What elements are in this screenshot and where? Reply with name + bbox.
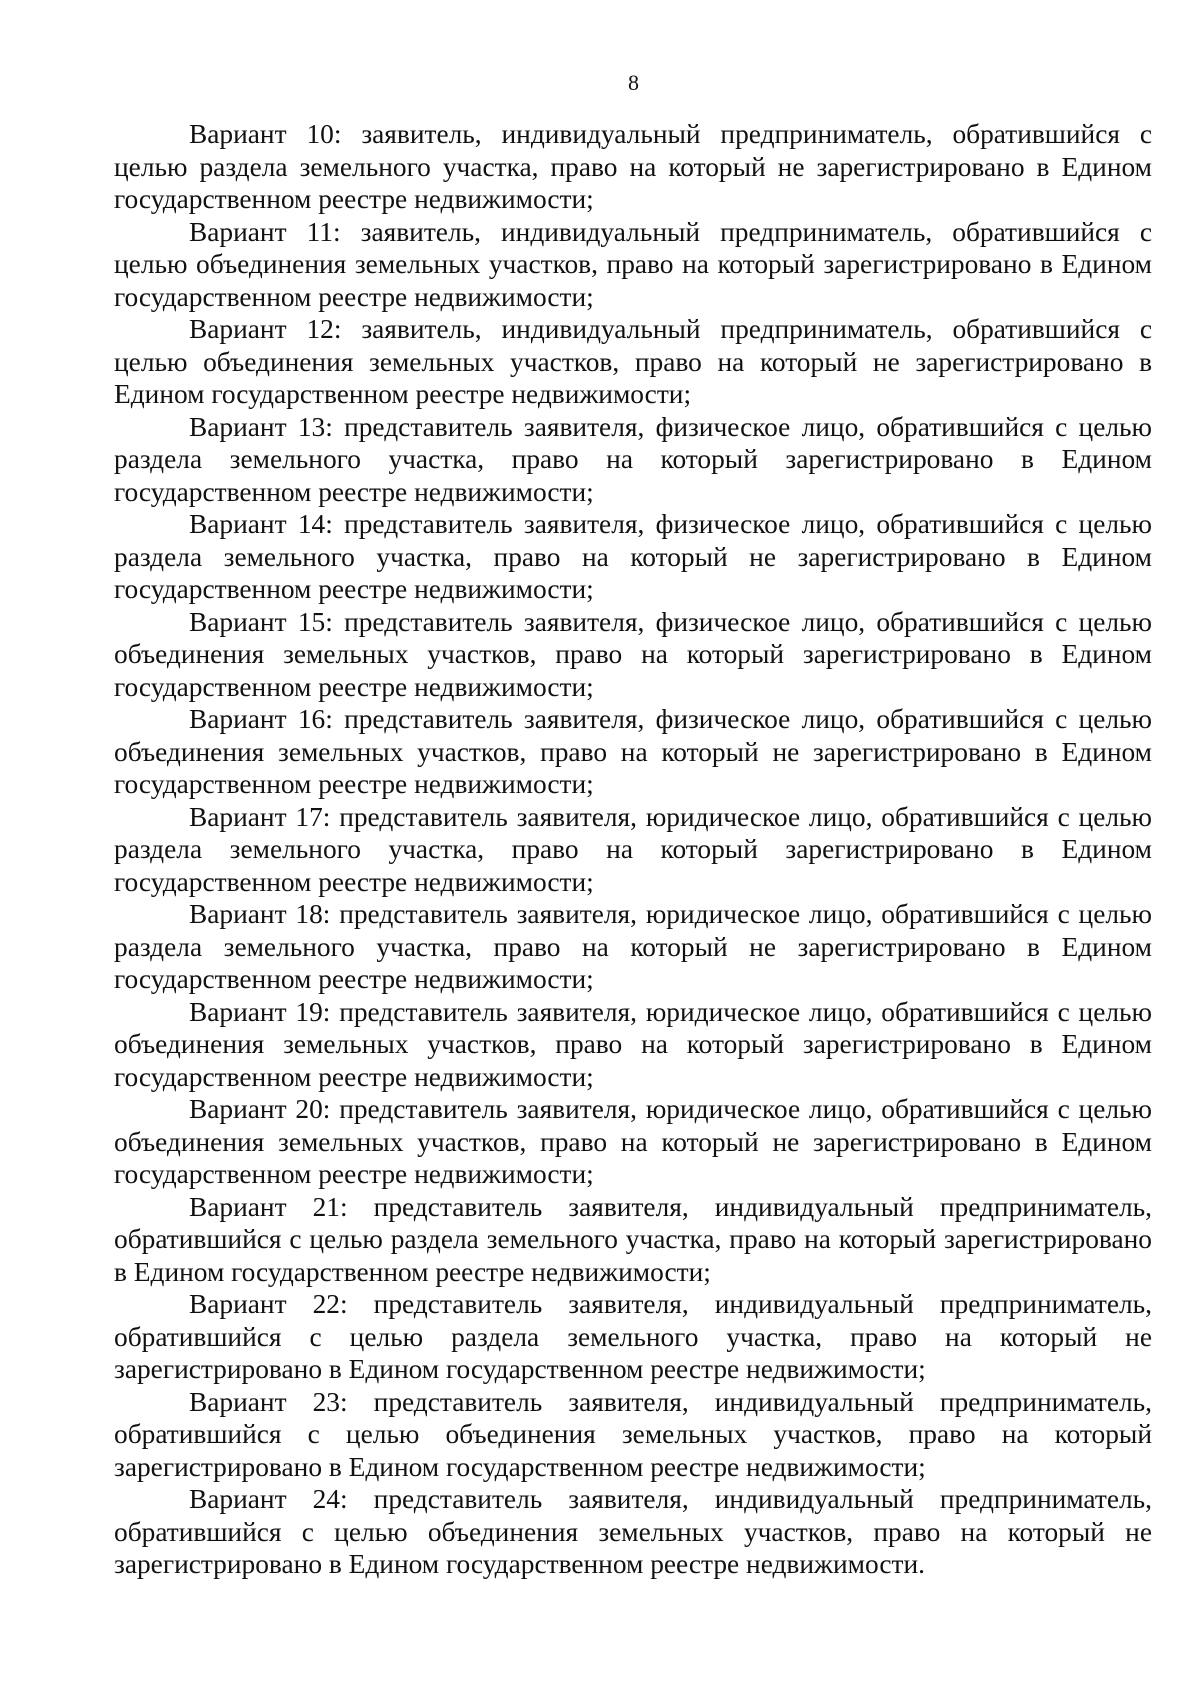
variant-paragraph-14: Вариант 14: представитель заявителя, физическое лицо, обратившийся с целью раздела земельного участка, право на который не зарегистрировано в Едином государственном реестре недвижимости;	[114, 509, 1152, 604]
variant-paragraph-22: Вариант 22: представитель заявителя, индивидуальный предприниматель, обратившийся с целью раздела земельного участка, право на который не зарегистрировано в Едином государственном реестре недвижимости;	[114, 1289, 1152, 1384]
variant-paragraph-19: Вариант 19: представитель заявителя, юридическое лицо, обратившийся с целью объединения земельных участков, право на который зарегистрировано в Едином государственном реестре недвижимости;	[114, 996, 1152, 1092]
variant-paragraph-15: Вариант 15: представитель заявителя, физическое лицо, обратившийся с целью объединения земельных участков, право на который зарегистрировано в Едином государственном реестре недвижимости;	[114, 606, 1152, 702]
variant-paragraph-24: Вариант 24: представитель заявителя, индивидуальный предприниматель, обратившийся с целью объединения земельных участков, право на который не зарегистрировано в Едином государственном реестре недвижимости.	[114, 1484, 1152, 1579]
document-body	[114, 118, 1152, 1581]
variant-paragraph-18: Вариант 18: представитель заявителя, юридическое лицо, обратившийся с целью раздела земельного участка, право на который не зарегистрировано в Едином государственном реестре недвижимости;	[114, 899, 1152, 994]
variant-paragraph-23: Вариант 23: представитель заявителя, индивидуальный предприниматель, обратившийся с целью объединения земельных участков, право на который зарегистрировано в Едином государственном реестре недвижимости;	[114, 1386, 1152, 1482]
variant-paragraph-16: Вариант 16: представитель заявителя, физическое лицо, обратившийся с целью объединения земельных участков, право на который не зарегистрировано в Едином государственном реестре недвижимости;	[114, 704, 1152, 799]
variant-paragraph-11: Вариант 11: заявитель, индивидуальный предприниматель, обратившийся с целью объединения земельных участков, право на который зарегистрировано в Едином государственном реестре недвижимости;	[114, 216, 1152, 312]
variant-paragraph-21: Вариант 21: представитель заявителя, индивидуальный предприниматель, обратившийся с целью раздела земельного участка, право на который зарегистрировано в Едином государственном реестре недвижимости;	[114, 1191, 1152, 1287]
variant-paragraph-12: Вариант 12: заявитель, индивидуальный предприниматель, обратившийся с целью объединения земельных участков, право на который не зарегистрировано в Едином государственном реестре недвижимости;	[114, 314, 1152, 409]
variant-paragraph-17: Вариант 17: представитель заявителя, юридическое лицо, обратившийся с целью раздела земельного участка, право на который зарегистрировано в Едином государственном реестре недвижимости;	[114, 801, 1152, 897]
variant-paragraph-20: Вариант 20: представитель заявителя, юридическое лицо, обратившийся с целью объединения земельных участков, право на который не зарегистрировано в Едином государственном реестре недвижимости;	[114, 1094, 1152, 1189]
variant-paragraph-13: Вариант 13: представитель заявителя, физическое лицо, обратившийся с целью раздела земельного участка, право на который зарегистрировано в Едином государственном реестре недвижимости;	[114, 411, 1152, 507]
variant-paragraph-10: Вариант 10: заявитель, индивидуальный предприниматель, обратившийся с целью раздела земельного участка, право на который не зарегистрировано в Едином государственном реестре недвижимости;	[114, 119, 1152, 214]
page-number: 8	[628, 70, 639, 95]
